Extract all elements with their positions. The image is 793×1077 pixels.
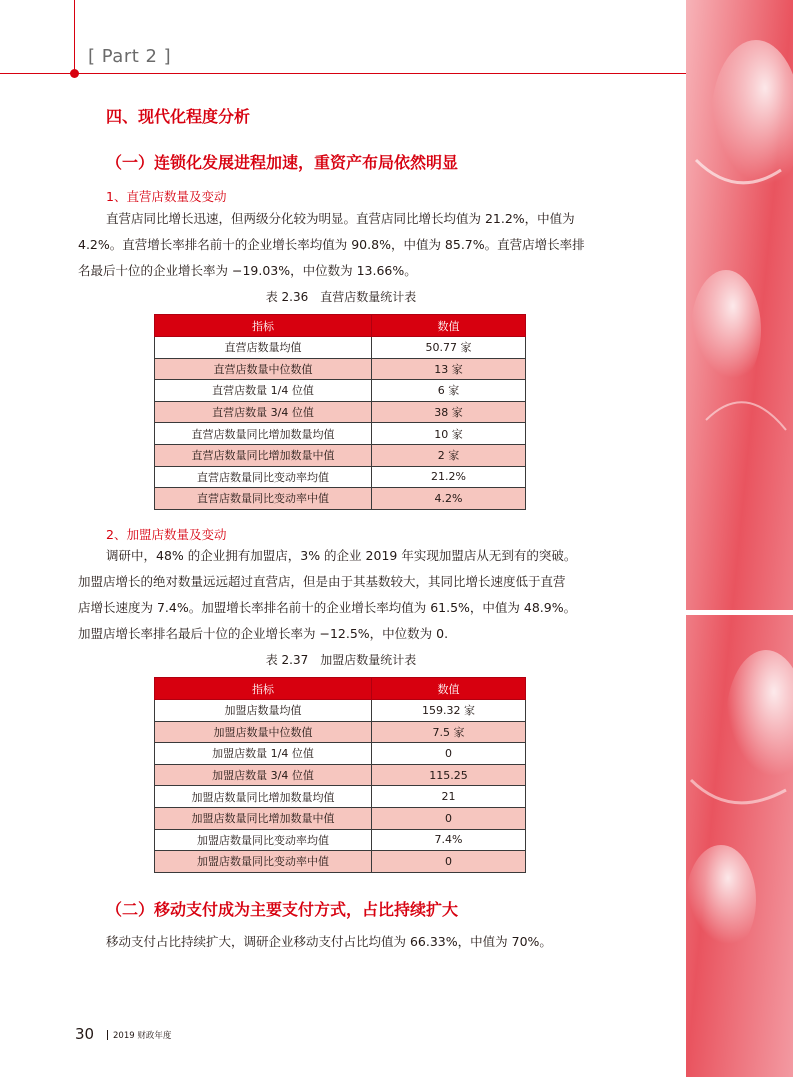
table-row: [155, 743, 526, 765]
item-heading-1: 1、直营店数量及变动: [106, 189, 227, 204]
paragraph-line: 加盟店增长的绝对数量远远超过直营店，但是由于其基数较大，其同比增长速度低于直营: [78, 574, 566, 589]
direct-store-stats-table: [154, 314, 526, 510]
table-cell: 直营店数量同比变动率均值: [155, 466, 372, 488]
table-cell: 115.25: [372, 764, 526, 786]
part-label: [ Part 2 ]: [88, 46, 172, 67]
table-cell: 6 家: [372, 380, 526, 402]
table-cell: 0: [372, 743, 526, 765]
table-cell: 加盟店数量 3/4 位值: [155, 764, 372, 786]
subsection-title-1: （一）连锁化发展进程加速，重资产布局依然明显: [106, 153, 459, 172]
side-photo-image: [686, 0, 793, 1077]
paragraph-mobile-payment: [78, 929, 604, 955]
column-header: 数值: [372, 315, 526, 337]
paragraph-line: 加盟店增长率排名最后十位的企业增长率为 −12.5%，中位数为 0.: [78, 626, 449, 641]
table-row: [155, 423, 526, 445]
table-cell: 直营店数量同比变动率中值: [155, 488, 372, 510]
table-row: [155, 700, 526, 722]
table-cell: 直营店数量 3/4 位值: [155, 401, 372, 423]
paragraph-line: 名最后十位的企业增长率为 −19.03%，中位数为 13.66%。: [78, 263, 417, 278]
table-caption-2-37: 表 2.37 加盟店数量统计表: [265, 653, 417, 667]
table-cell: 加盟店数量中位数值: [155, 721, 372, 743]
table-cell: 7.5 家: [372, 721, 526, 743]
header-horizontal-rule: [0, 73, 686, 74]
column-header: 指标: [155, 678, 372, 700]
paragraph-line: 移动支付占比持续扩大，调研企业移动支付占比均值为 66.33%，中值为 70%。: [106, 934, 552, 949]
table-row: [155, 380, 526, 402]
table-row: [155, 786, 526, 808]
table-row: [155, 807, 526, 829]
paragraph-direct-stores: [78, 206, 604, 284]
table-cell: 加盟店数量同比变动率中值: [155, 851, 372, 873]
table-cell: 50.77 家: [372, 337, 526, 359]
header-rule-dot: [70, 69, 79, 78]
header-vertical-rule: [74, 0, 75, 73]
table-row: [155, 488, 526, 510]
page-number: 30: [75, 1025, 95, 1043]
subsection-title-2: （二）移动支付成为主要支付方式，占比持续扩大: [106, 900, 459, 919]
table-row: [155, 829, 526, 851]
table-cell: 4.2%: [372, 488, 526, 510]
table-cell: 10 家: [372, 423, 526, 445]
table-row: [155, 337, 526, 359]
table-cell: 直营店数量中位数值: [155, 358, 372, 380]
paragraph-line: 店增长速度为 7.4%。加盟增长率排名前十的企业增长率均值为 61.5%，中值为 48.9%。: [78, 600, 577, 615]
table-row: [155, 466, 526, 488]
paragraph-line: 直营店同比增长迅速，但两级分化较为明显。直营店同比增长均值为 21.2%，中值为: [106, 211, 575, 226]
table-cell: 2 家: [372, 444, 526, 466]
section-title: 四、现代化程度分析: [106, 107, 251, 126]
table-cell: 21: [372, 786, 526, 808]
franchise-store-stats-table: [154, 677, 526, 873]
table-cell: 38 家: [372, 401, 526, 423]
table-cell: 直营店数量同比增加数量均值: [155, 423, 372, 445]
table-cell: 0: [372, 851, 526, 873]
table-cell: 13 家: [372, 358, 526, 380]
paragraph-line: 调研中，48% 的企业拥有加盟店，3% 的企业 2019 年实现加盟店从无到有的突破。: [106, 548, 577, 563]
side-photo-strip: [686, 0, 793, 1077]
table-cell: 7.4%: [372, 829, 526, 851]
table-row: [155, 444, 526, 466]
table-cell: 加盟店数量同比变动率均值: [155, 829, 372, 851]
table-caption-2-36: 表 2.36 直营店数量统计表: [265, 290, 417, 304]
paragraph-line: 4.2%。直营增长率排名前十的企业增长率均值为 90.8%，中值为 85.7%。直营店增长率排: [78, 237, 585, 252]
table-cell: 加盟店数量 1/4 位值: [155, 743, 372, 765]
table-cell: 加盟店数量同比增加数量中值: [155, 807, 372, 829]
table-cell: 0: [372, 807, 526, 829]
table-row: [155, 358, 526, 380]
footer-separator: [107, 1030, 108, 1040]
table-cell: 直营店数量同比增加数量中值: [155, 444, 372, 466]
column-header: 数值: [372, 678, 526, 700]
table-cell: 直营店数量 1/4 位值: [155, 380, 372, 402]
table-cell: 直营店数量均值: [155, 337, 372, 359]
footer-text: 2019 财政年度: [113, 1031, 172, 1041]
table-header-row: [155, 678, 526, 700]
paragraph-franchise-stores: [78, 543, 604, 647]
table-header-row: [155, 315, 526, 337]
table-row: [155, 851, 526, 873]
item-heading-2: 2、加盟店数量及变动: [106, 527, 227, 542]
table-cell: 21.2%: [372, 466, 526, 488]
table-row: [155, 764, 526, 786]
table-cell: 加盟店数量均值: [155, 700, 372, 722]
column-header: 指标: [155, 315, 372, 337]
table-row: [155, 401, 526, 423]
table-cell: 159.32 家: [372, 700, 526, 722]
table-row: [155, 721, 526, 743]
table-cell: 加盟店数量同比增加数量均值: [155, 786, 372, 808]
